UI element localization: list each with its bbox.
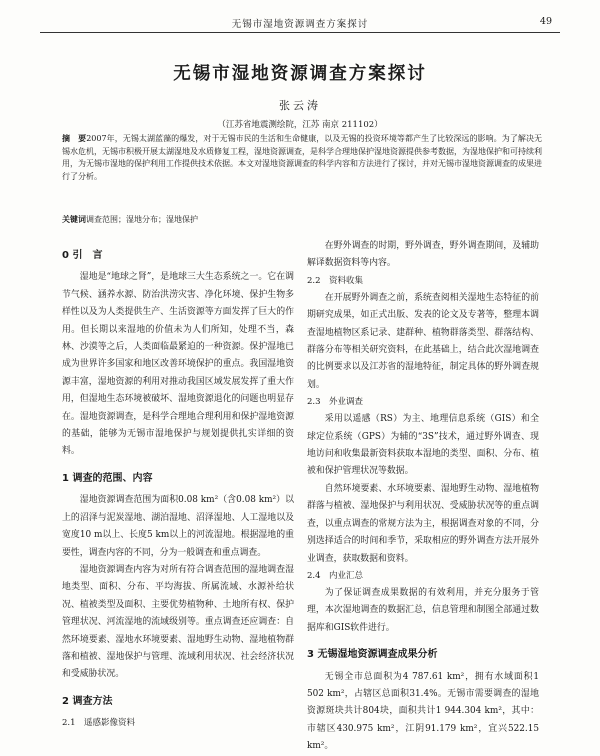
abstract-label: 摘 要 xyxy=(62,134,87,143)
running-header xyxy=(40,8,560,33)
page-number: 49 xyxy=(539,16,552,27)
subsection-2-4-paragraph: 为了保证调查成果数据的有效利用，并充分服务于管理，本次湿地调查的数据汇总，信息管理和制图全部通过数据库和GIS软件进行。 xyxy=(307,587,539,633)
subsection-2-3-heading: 2.3 外业调查 xyxy=(307,397,364,408)
subsection-2-4-heading: 2.4 内业汇总 xyxy=(307,570,364,581)
subsection-2-1-paragraph: 在野外调查的时期，野外调查，野外调查期间，及辅助解译数据资料等内容。 xyxy=(307,241,539,269)
abstract-text: 2007年，无锡太湖蓝藻的爆发，对于无锡市民的生活和生命健康，以及无锡的投资环境等都产生了比较深远的影响。为了解决无锡水危机，无锡市积极开展太湖湿地及水质修复工程，湿地资源调查，是科学合理地保护湿地资源提供参考数据，为湿地保护和可持续利用，为无锡市湿地的保护利用工作提供技术依据。本文对湿地资源调查的科学内容和方法进行了探讨，并对无锡市湿地资源调查的成果进行了分析。 xyxy=(62,134,543,181)
keywords xyxy=(62,214,542,225)
section-2-heading: 2 调查方法 xyxy=(62,695,113,707)
subsection-2-1-heading: 2.1 遥感影像资料 xyxy=(62,718,136,729)
keywords-text: 调查范围；湿地分布；湿地保护 xyxy=(86,215,198,224)
keywords-label: 关键词 xyxy=(62,215,86,224)
article-title: 无锡市湿地资源调查方案探讨 xyxy=(173,64,427,84)
left-column xyxy=(62,238,294,732)
section-3-heading: 3 无锡湿地资源调查成果分析 xyxy=(307,649,438,661)
subsection-2-2-paragraph: 在开展野外调查之前，系统查阅相关湿地生态特征的前期研究成果，如正式出版、发表的论文及专著等，整理本调查湿地植物区系记录、建群种、植物群落类型、群落结构、群落分布等相关研究资料，在此基础上，结合此次湿地调查的比例要求以及江苏省的湿地特征，制定具体的野外调查规划。 xyxy=(307,292,539,390)
section-1-heading: 1 调查的范围、内容 xyxy=(62,472,153,484)
section-3-paragraph: 无锡全市总面积为4 787.61 km²，拥有水域面积1 502 km²，占辖区总面积31.4%。无锡市需要调查的湿地资源斑块共计804块，面积共计1 944.304 km²，其中：市辖区430.975 km²，江阴91.179 km²，宜兴522.15 km²。 xyxy=(307,671,539,752)
abstract xyxy=(62,133,542,183)
subsection-2-3-paragraph: 采用以遥感（RS）为主、地理信息系统（GIS）和全球定位系统（GPS）为辅的“3S”技术，通过野外调查、现地访问和收集最新资料获取本湿地的类型、面积、分布、植被和保护管理状况等数据。 xyxy=(307,414,539,477)
subsection-2-3-paragraph: 自然环境要素、水环境要素、湿地野生动物、湿地植物群落与植被、湿地保护与利用状况、受威胁状况等的重点调查，以重点调查的常规方法为主，根据调查对象的不同，分别选择适合的时间和季节，采取相应的野外调查方法开展外业调查，获取数据和资料。 xyxy=(307,483,539,564)
section-1-paragraph: 湿地资源调查内容为对所有符合调查范围的湿地调查湿地类型、面积、分布、平均海拔、所属流域、水源补给状况、植被类型及面积、主要优势植物种、土地所有权、保护管理状况、河流湿地的流域级别等。重点调查还应调查：自然环境要素、湿地水环境要素、湿地野生动物、湿地植物群落和植被、湿地保护与管理、流域利用状况、社会经济状况和受威胁状况。 xyxy=(62,564,294,680)
article-author: 张云涛 xyxy=(279,99,321,112)
subsection-2-2-heading: 2.2 资料收集 xyxy=(307,275,364,286)
section-1-paragraph: 湿地资源调查范围为面积0.08 km²（含0.08 km²）以上的沼泽与泥炭湿地、湖泊湿地、沼泽湿地、人工湿地以及宽度10 m以上、长度5 km以上的河流湿地。根据湿地的重要性，调查内容的不同，分为一般调查和重点调查。 xyxy=(62,495,294,558)
section-0-heading: 0 引 言 xyxy=(62,250,103,261)
section-0-paragraph: 湿地是“地球之肾”，是地球三大生态系统之一。它在调节气候、涵养水源、防治洪涝灾害、净化环境、保护生物多样性以及为人类提供生产、生活资源等方面发挥了巨大的作用。但长期以来湿地的价值未为人们所知，处理不当，森林、沙漠等之后，人类面临最紧迫的一种资源。保护湿地已成为世界许多国家和地区改善环境保护的重点。我国湿地资源丰富，湿地资源的利用对推动我国区域发展发挥了重大作用，但湿地生态环境被破坏、湿地资源退化的问题也明显存在。湿地资源调查，是科学合理地合理利用和保护湿地资源的基础，能够为无锡市湿地保护与规划提供扎实详细的资料。 xyxy=(62,272,294,457)
right-column xyxy=(307,238,539,756)
author-affiliation: （江苏省地震测绘院，江苏 南京 211102） xyxy=(217,120,383,130)
running-title: 无锡市湿地资源调查方案探讨 xyxy=(231,19,369,30)
